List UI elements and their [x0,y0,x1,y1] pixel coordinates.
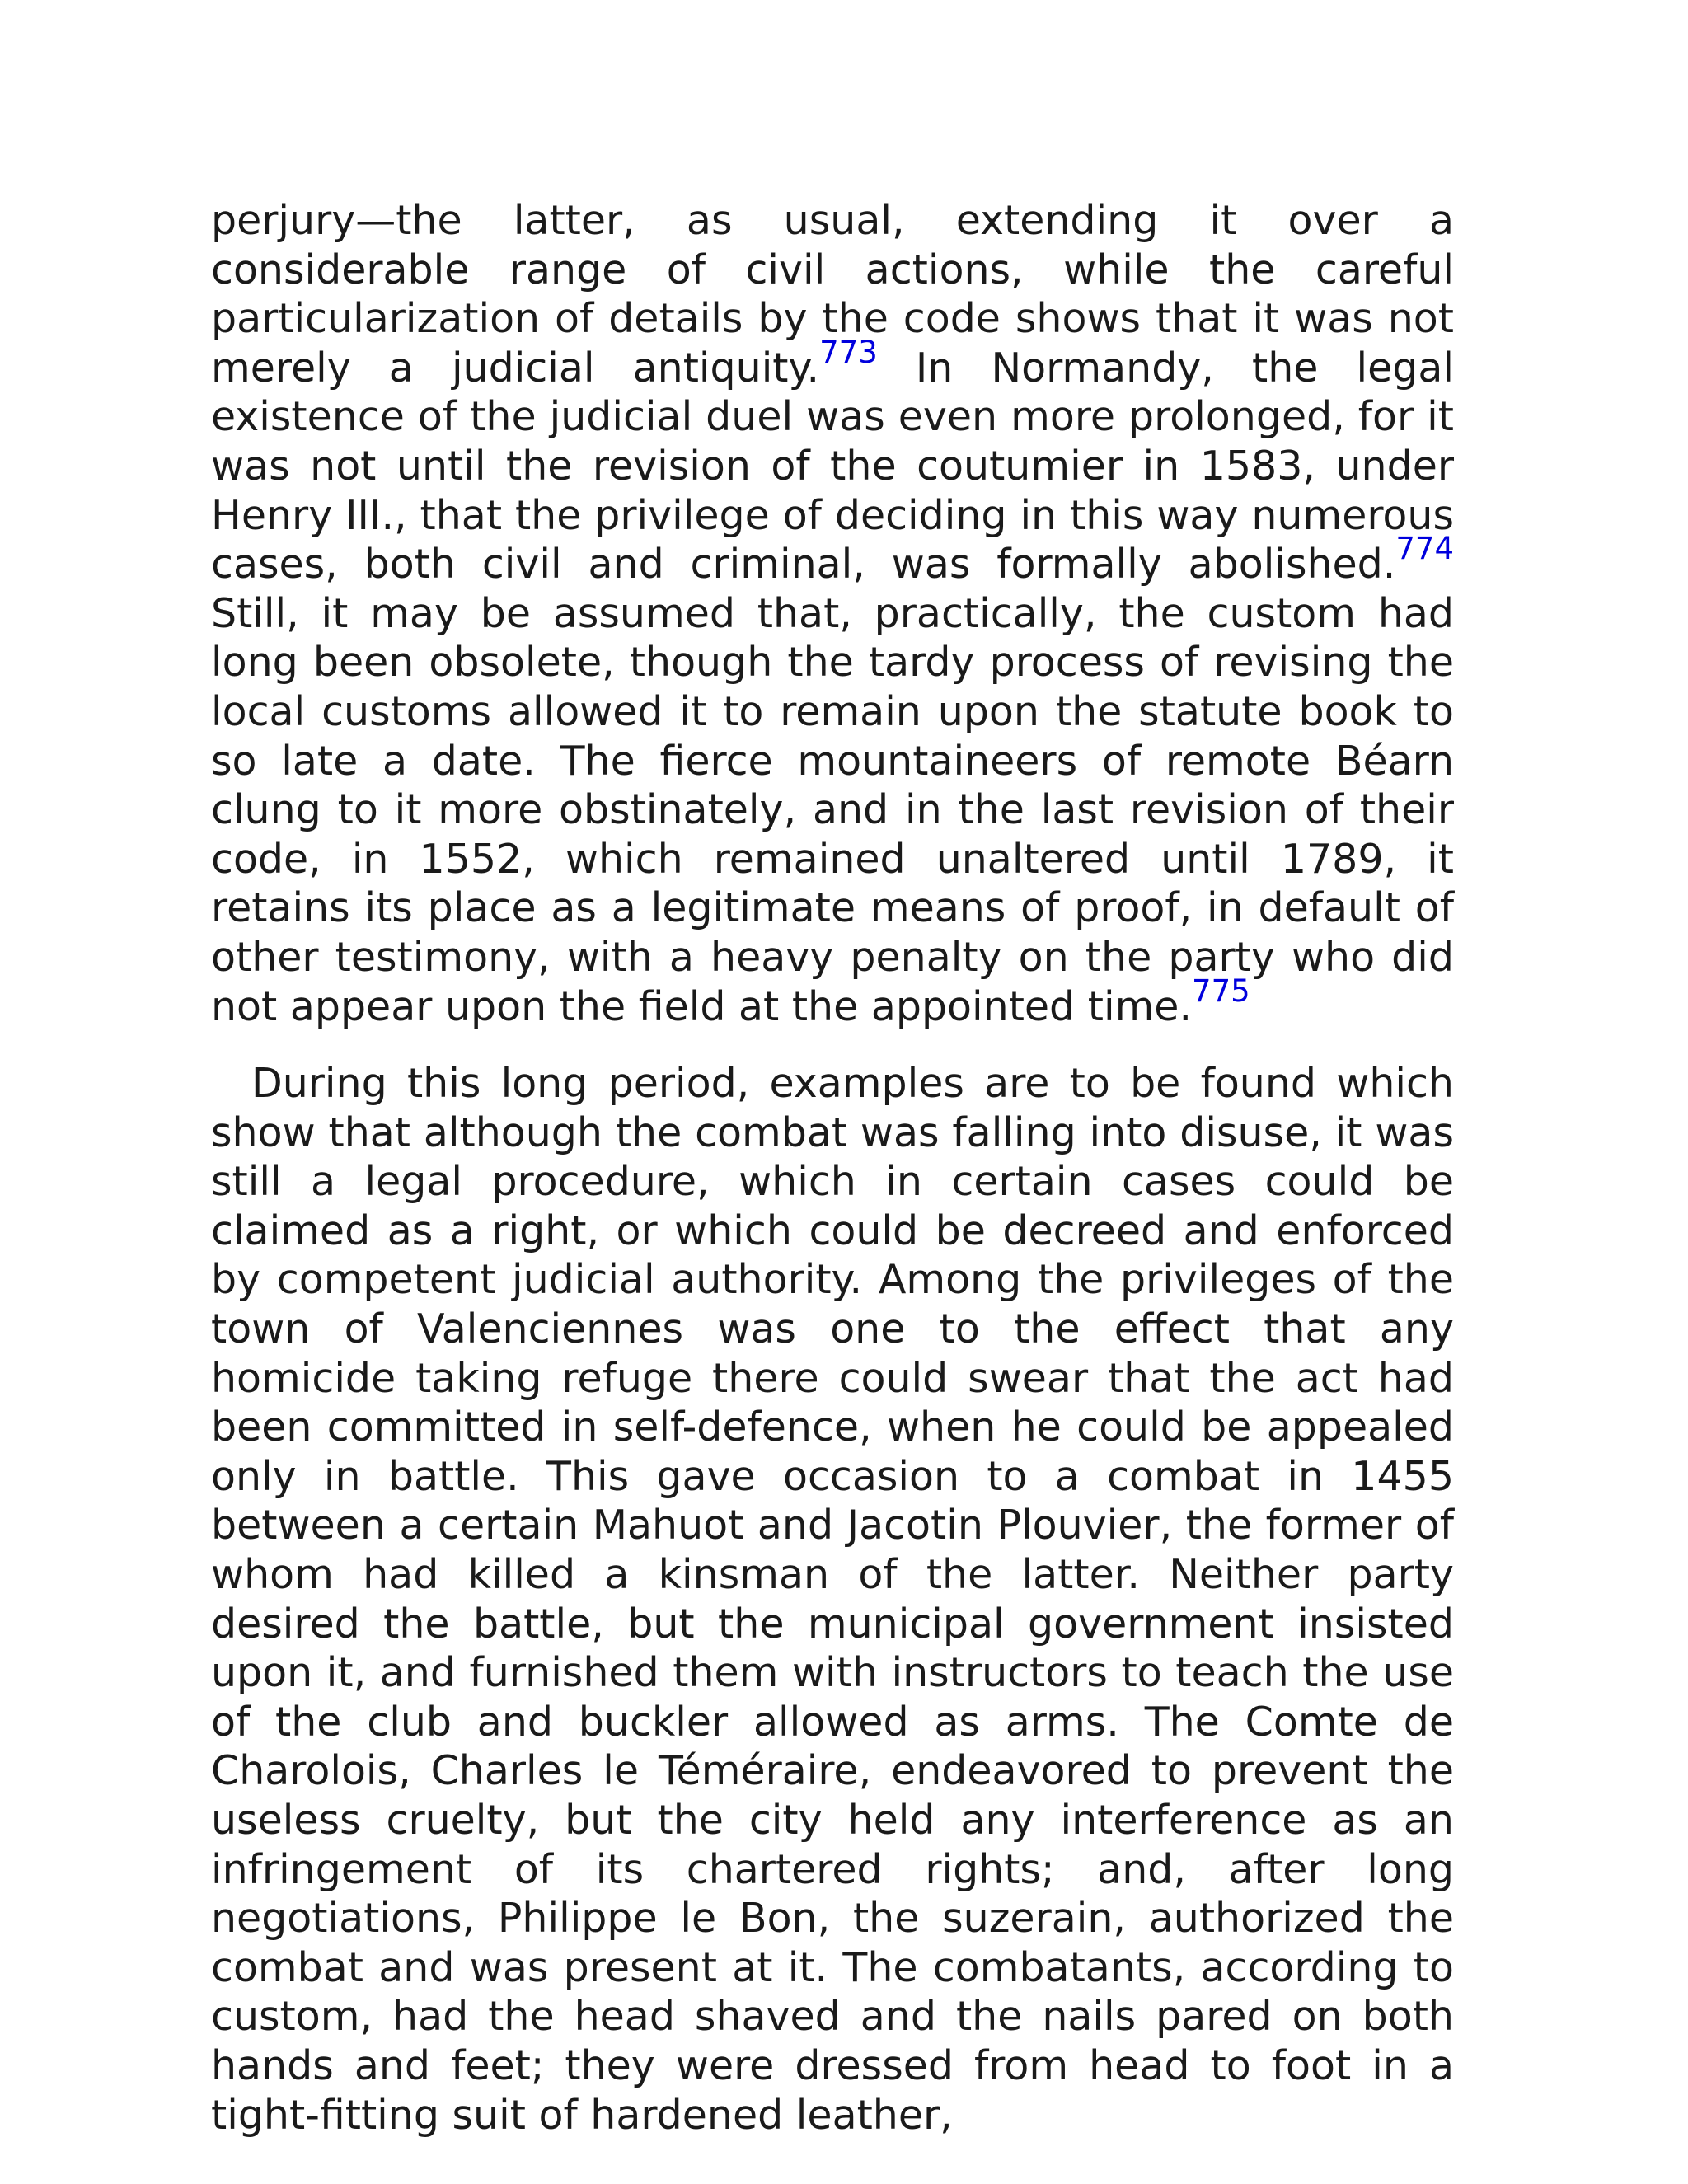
paragraph-1-text-c: Still, it may be assumed that, practically, the custom had long been obsolete, though the tardy process of revising the local customs allowed it to remain upon the statute book to so late a date. The fierce mountaineers of remote Béarn clung to it more obstinately, and in the last revision of their code, in 1552, which remained unaltered until 1789, it retains its place as a legitimate means of proof, in default of other testimony, with a heavy penalty on the party who did not appear upon the field at the appointed time. [211,589,1454,1030]
footnote-link-773[interactable]: 773 [819,334,878,370]
footnote-link-775[interactable]: 775 [1192,972,1250,1009]
footnote-link-774[interactable]: 774 [1395,531,1454,567]
page-body [211,196,1454,2139]
paragraph-1-text-b: In Normandy, the legal existence of the judicial duel was even more prolonged, for it was not until the revision of the coutumier in 1583, under Henry III., that the privilege of deciding in this way numerous cases, both civil and criminal, was formally abolished. [211,344,1455,588]
paragraph-1 [211,196,1454,1031]
paragraph-1-text-a: perjury—the latter, as usual, extending it over a considerable range of civil actions, while the careful particularization of details by the code shows that it was not merely a judicial antiquity. [211,197,1454,391]
paragraph-2: During this long period, examples are to be found which show that although the combat was falling into disuse, it was still a legal procedure, which in certain cases could be claimed as a right, or which could be decreed and enforced by competent judicial authority. Among the privileges of the town of Valenciennes was one to the effect that any homicide taking refuge there could swear that the act had been committed in self-defence, when he could be appealed only in battle. This gave occasion to a combat in 1455 between a certain Mahuot and Jacotin Plouvier, the former of whom had killed a kinsman of the latter. Neither party desired the battle, but the municipal government insisted upon it, and furnished them with instructors to teach the use of the club and buckler allowed as arms. The Comte de Charolois, Charles le Téméraire, endeavored to prevent the useless cruelty, but the city held any interference as an infringement of its chartered rights; and, after long negotiations, Philippe le Bon, the suzerain, authorized the combat and was present at it. The combatants, according to custom, had the head shaved and the nails pared on both hands and feet; they were dressed from head to foot in a tight-fitting suit of hardened leather, [211,1060,1454,2139]
